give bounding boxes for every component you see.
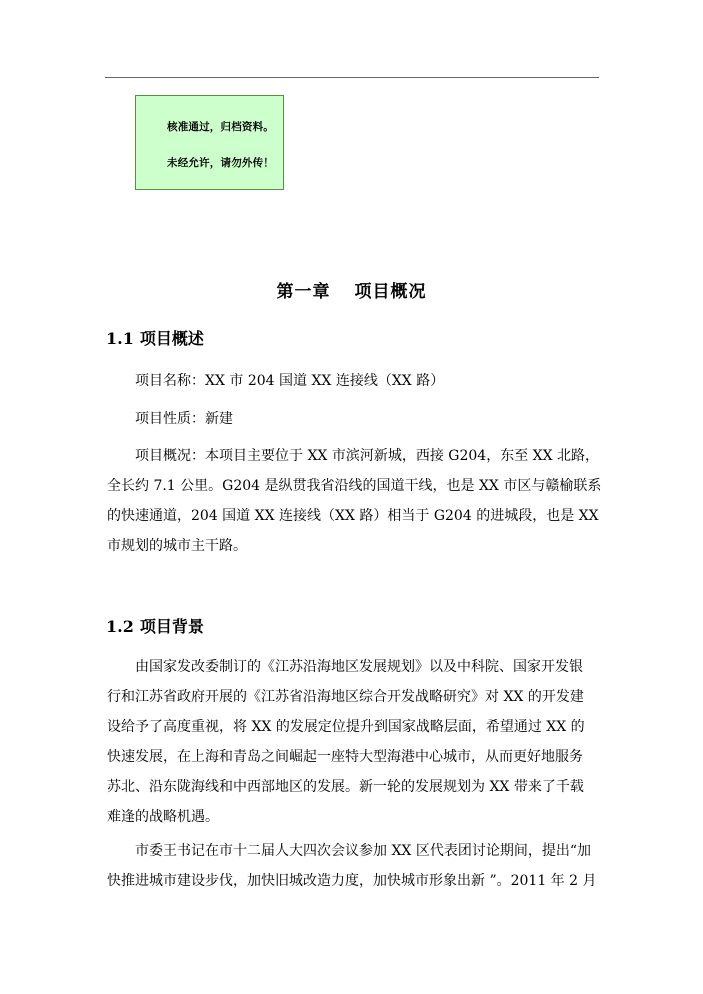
chapter-title (0, 277, 703, 302)
text-line: 由国家发改委制订的《江苏沿海地区发展规划》以及中科院、国家开发银 (135, 659, 583, 675)
text-line: 行和江苏省政府开展的《江苏省沿海地区综合开发战略研究》对 XX 的开发建 (107, 689, 584, 705)
chapter-number: 第一章 (276, 282, 331, 302)
approval-stamp (135, 95, 284, 190)
text-line: 的快速通道，204 国道 XX 连接线（XX 路）相当于 G204 的进城段，也是 XX (107, 508, 599, 524)
text-line: 项目性质：新建 (135, 411, 233, 427)
text-line: 全长约 7.1 公里。G204 是纵贯我省沿线的国道干线，也是 XX 市区与赣榆联系 (107, 478, 602, 494)
section-number: 1.2 (106, 617, 134, 636)
text-line: 快速发展，在上海和青岛之间崛起一座特大型海港中心城市，从而更好地服务 (107, 749, 583, 765)
section-title: 项目背景 (139, 617, 204, 636)
header-rule (105, 77, 599, 78)
paragraph-project-nature (107, 404, 588, 434)
section-heading-1-1 (106, 326, 204, 349)
text-line: 快推进城市建设步伐，加快旧城改造力度，加快城市形象出新 ”。2011 年 2 月 (107, 873, 597, 889)
stamp-line-approved: 核准通过，归档资料。 (167, 121, 274, 133)
text-line: 市委王书记在市十二届人大四次会议参加 XX 区代表团讨论期间，提出“加 (135, 843, 591, 859)
stamp-line-confidential: 未经允许，请勿外传！ (167, 157, 274, 169)
text-line: 项目名称：XX 市 204 国道 XX 连接线（XX 路） (135, 373, 445, 389)
paragraph-secretary-remarks (107, 836, 597, 896)
section-title: 项目概述 (139, 329, 204, 348)
section-number: 1.1 (106, 329, 134, 348)
text-line: 难逢的战略机遇。 (107, 809, 219, 825)
text-line: 苏北、沿东陇海线和中西部地区的发展。新一轮的发展规划为 XX 带来了千载 (107, 779, 584, 795)
paragraph-project-name (107, 366, 588, 396)
text-line: 设给予了高度重视，将 XX 的发展定位提升到国家战略层面，希望通过 XX 的 (107, 719, 585, 735)
section-heading-1-2 (106, 614, 204, 637)
paragraph-project-overview (107, 441, 602, 561)
text-line: 市规划的城市主干路。 (107, 538, 247, 554)
text-line: 项目概况：本项目主要位于 XX 市滨河新城，西接 G204，东至 XX 北路， (135, 448, 600, 464)
chapter-name: 项目概况 (354, 282, 427, 302)
paragraph-background (107, 652, 588, 832)
